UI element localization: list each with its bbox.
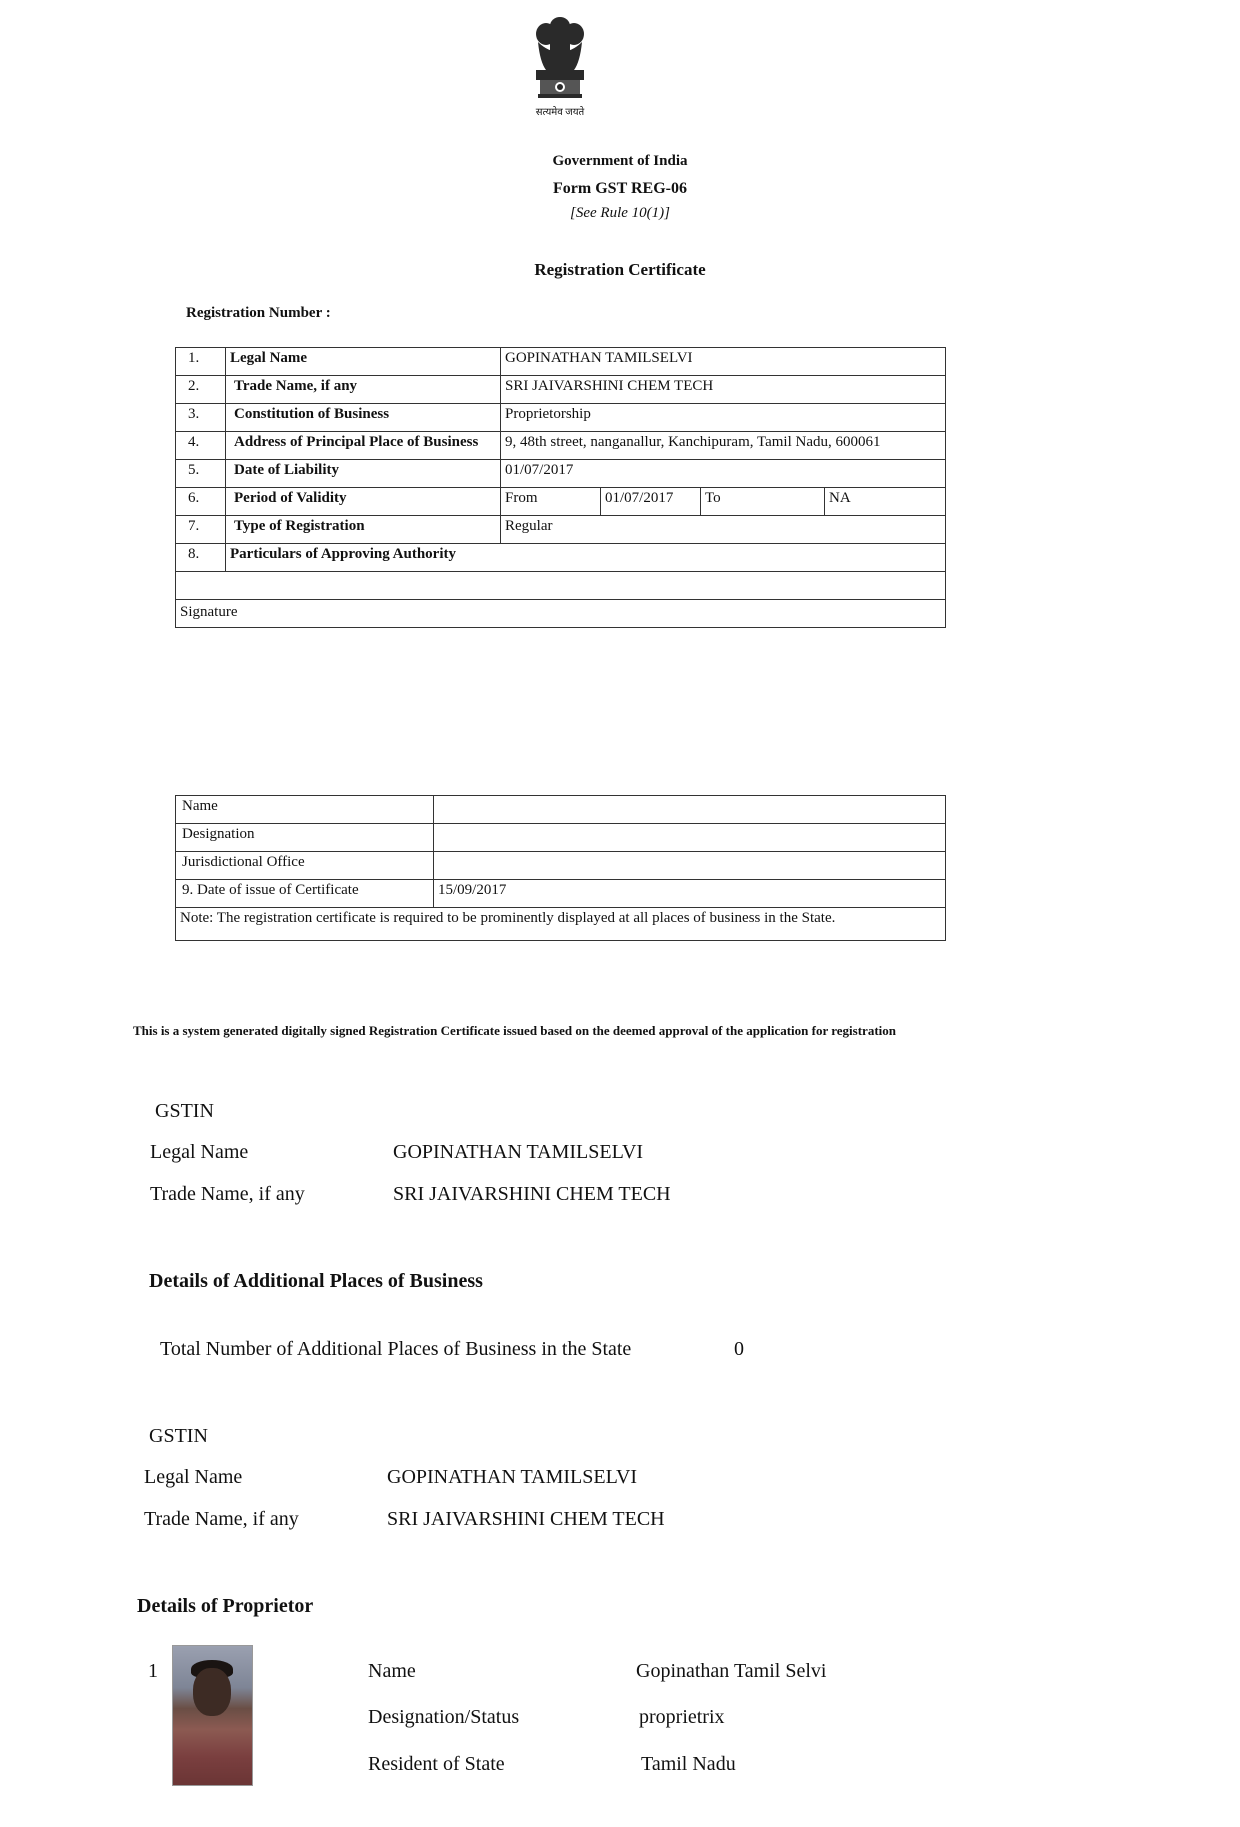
constitution-value: Proprietorship bbox=[501, 404, 946, 432]
table-row bbox=[176, 880, 946, 908]
row-label: Particulars of Approving Authority bbox=[226, 544, 946, 572]
proprietor-state-value: Tamil Nadu bbox=[641, 1753, 736, 1775]
additional-places-total-value: 0 bbox=[734, 1338, 744, 1360]
registration-details-table bbox=[175, 347, 946, 628]
table-row bbox=[176, 488, 946, 516]
validity-from-label: From bbox=[501, 488, 601, 516]
trade-name-value: SRI JAIVARSHINI CHEM TECH bbox=[387, 1508, 665, 1530]
table-row bbox=[176, 908, 946, 941]
rule-reference: [See Rule 10(1)] bbox=[570, 205, 670, 221]
legal-name-value: GOPINATHAN TAMILSELVI bbox=[387, 1466, 638, 1488]
blank-row bbox=[176, 572, 946, 600]
additional-places-heading: Details of Additional Places of Business bbox=[149, 1270, 483, 1292]
trade-name-value: SRI JAIVARSHINI CHEM TECH bbox=[501, 376, 946, 404]
liability-date-value: 01/07/2017 bbox=[501, 460, 946, 488]
trade-name-value: SRI JAIVARSHINI CHEM TECH bbox=[393, 1183, 671, 1205]
designation-value bbox=[434, 824, 946, 852]
table-row bbox=[176, 544, 946, 572]
row-number: 6. bbox=[176, 488, 226, 516]
row-label: Type of Registration bbox=[226, 516, 501, 544]
issue-date-label: 9. Date of issue of Certificate bbox=[176, 880, 434, 908]
table-row bbox=[176, 404, 946, 432]
row-label: Constitution of Business bbox=[226, 404, 501, 432]
emblem-motto: सत्यमेव जयते bbox=[535, 107, 585, 118]
proprietor-name-label: Name bbox=[368, 1660, 416, 1682]
row-number: 2. bbox=[176, 376, 226, 404]
proprietor-index: 1 bbox=[148, 1660, 158, 1682]
legal-name-value: GOPINATHAN TAMILSELVI bbox=[393, 1141, 644, 1163]
authority-table bbox=[175, 795, 946, 941]
table-row bbox=[176, 348, 946, 376]
proprietor-designation-value: proprietrix bbox=[639, 1706, 725, 1728]
row-label: Address of Principal Place of Business bbox=[226, 432, 501, 460]
registration-type-value: Regular bbox=[501, 516, 946, 544]
office-value bbox=[434, 852, 946, 880]
table-row bbox=[176, 376, 946, 404]
system-generated-note: This is a system generated digitally signed Registration Certificate issued based on the deemed approval of the application for registration bbox=[133, 1023, 897, 1038]
table-row bbox=[176, 852, 946, 880]
trade-name-label: Trade Name, if any bbox=[144, 1508, 299, 1530]
row-number: 3. bbox=[176, 404, 226, 432]
proprietor-heading: Details of Proprietor bbox=[137, 1595, 314, 1617]
display-note: Note: The registration certificate is required to be prominently displayed at all places of business in the State. bbox=[176, 908, 946, 941]
gstin-label: GSTIN bbox=[155, 1100, 214, 1122]
name-label: Name bbox=[176, 796, 434, 824]
row-label: Trade Name, if any bbox=[226, 376, 501, 404]
table-row bbox=[176, 600, 946, 628]
legal-name-label: Legal Name bbox=[144, 1466, 243, 1488]
row-number: 8. bbox=[176, 544, 226, 572]
office-label: Jurisdictional Office bbox=[176, 852, 434, 880]
proprietor-name-value: Gopinathan Tamil Selvi bbox=[636, 1660, 827, 1682]
additional-places-total-label: Total Number of Additional Places of Business in the State bbox=[160, 1338, 632, 1360]
table-row bbox=[176, 460, 946, 488]
legal-name-label: Legal Name bbox=[150, 1141, 249, 1163]
table-row bbox=[176, 824, 946, 852]
row-label: Date of Liability bbox=[226, 460, 501, 488]
legal-name-value: GOPINATHAN TAMILSELVI bbox=[501, 348, 946, 376]
trade-name-label: Trade Name, if any bbox=[150, 1183, 305, 1205]
issue-date-value: 15/09/2017 bbox=[434, 880, 946, 908]
signature-cell: Signature bbox=[176, 600, 946, 628]
government-title: Government of India bbox=[552, 153, 688, 169]
row-number: 1. bbox=[176, 348, 226, 376]
photo-face bbox=[193, 1668, 231, 1716]
address-value: 9, 48th street, nanganallur, Kanchipuram, Tamil Nadu, 600061 bbox=[501, 432, 946, 460]
validity-to-label: To bbox=[701, 488, 825, 516]
designation-label: Designation bbox=[176, 824, 434, 852]
name-value bbox=[434, 796, 946, 824]
table-row bbox=[176, 432, 946, 460]
table-row bbox=[176, 572, 946, 600]
registration-number-label: Registration Number : bbox=[186, 305, 331, 321]
proprietor-designation-label: Designation/Status bbox=[368, 1706, 520, 1728]
proprietor-state-label: Resident of State bbox=[368, 1753, 505, 1775]
gstin-label: GSTIN bbox=[149, 1425, 208, 1447]
validity-from-date: 01/07/2017 bbox=[601, 488, 701, 516]
row-label: Legal Name bbox=[226, 348, 501, 376]
row-number: 7. bbox=[176, 516, 226, 544]
row-label: Period of Validity bbox=[226, 488, 501, 516]
validity-to-date: NA bbox=[825, 488, 946, 516]
form-title: Form GST REG-06 bbox=[553, 180, 687, 197]
certificate-title: Registration Certificate bbox=[534, 260, 706, 279]
row-number: 4. bbox=[176, 432, 226, 460]
table-row bbox=[176, 796, 946, 824]
table-row bbox=[176, 516, 946, 544]
row-number: 5. bbox=[176, 460, 226, 488]
